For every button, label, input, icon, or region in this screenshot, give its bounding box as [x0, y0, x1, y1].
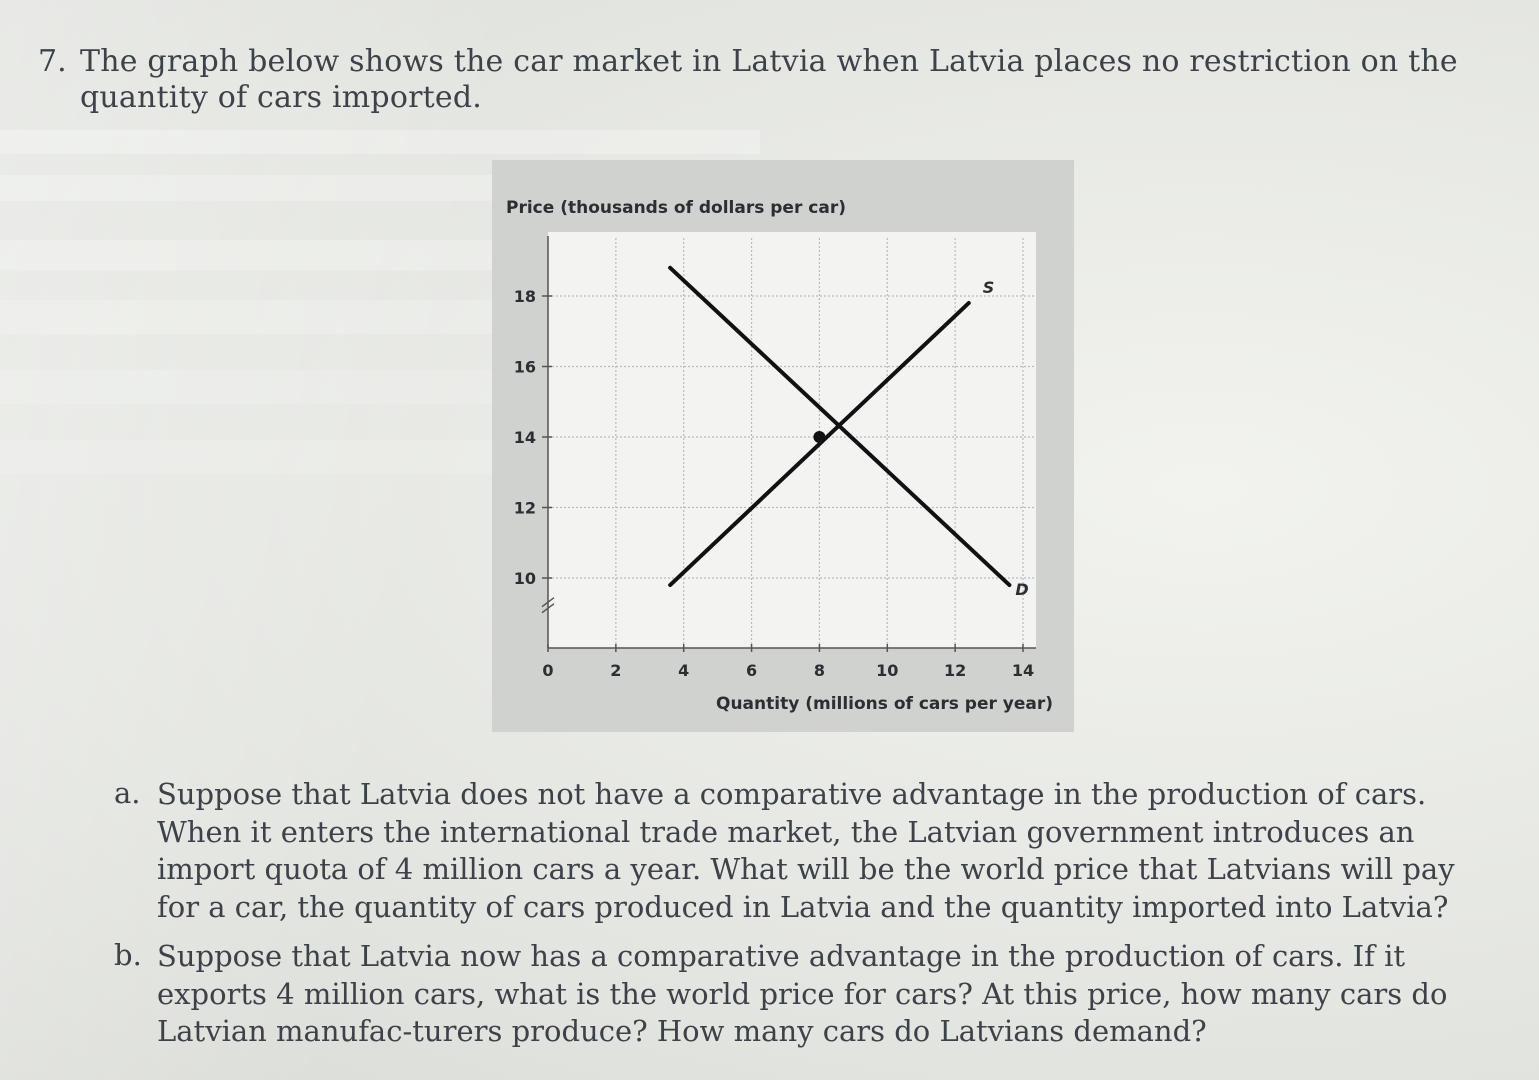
y-tick-label: 18 [513, 287, 536, 306]
part-a-text: Suppose that Latvia does not have a comparative advantage in the production of cars. When it enters the international trade market, the Latvian government introduces an import quota of 4 million cars a year. What will be the world price that Latvians will pay for a car, the quantity of cars produced in Latvia and the quantity imported into Latvia? [157, 777, 1455, 924]
light-stripe [0, 130, 760, 154]
y-tick-label: 16 [513, 357, 536, 377]
y-tick-label: 10 [513, 569, 536, 588]
part-b-letter: b. [114, 938, 142, 972]
car-market-chart [492, 160, 1074, 732]
part-b-text: Suppose that Latvia now has a comparative advantage in the production of cars. If it exports 4 million cars, what is the world price for cars? At this price, how many cars do Latvian manufac-turers produce? How many cars do Latvians demand? [157, 939, 1448, 1048]
x-tick-label: 4 [678, 661, 690, 680]
plot-area [548, 232, 1036, 648]
x-tick-label: 6 [746, 661, 758, 680]
question-number: 7. [38, 44, 67, 79]
chart-canvas [492, 160, 1074, 732]
x-tick-label: 0 [542, 661, 554, 680]
x-tick-label: 10 [876, 661, 899, 680]
demand-label: D [1015, 580, 1029, 600]
supply-label: S [982, 278, 995, 298]
x-tick-label: 2 [610, 661, 622, 680]
x-tick-label: 12 [944, 661, 967, 680]
x-tick-label: 14 [1011, 661, 1035, 680]
part-a-letter: a. [114, 776, 141, 810]
x-tick-label: 8 [813, 661, 825, 680]
equilibrium-point [813, 431, 825, 443]
y-tick-label: 14 [513, 428, 536, 447]
x-axis-label: Quantity (millions of cars per year) [716, 694, 1054, 714]
question-text: The graph below shows the car market in Latvia when Latvia places no restriction on the quantity of cars imported. [80, 44, 1458, 115]
y-tick-label: 12 [513, 498, 536, 518]
y-axis-label: Price (thousands of dollars per car) [506, 198, 846, 218]
